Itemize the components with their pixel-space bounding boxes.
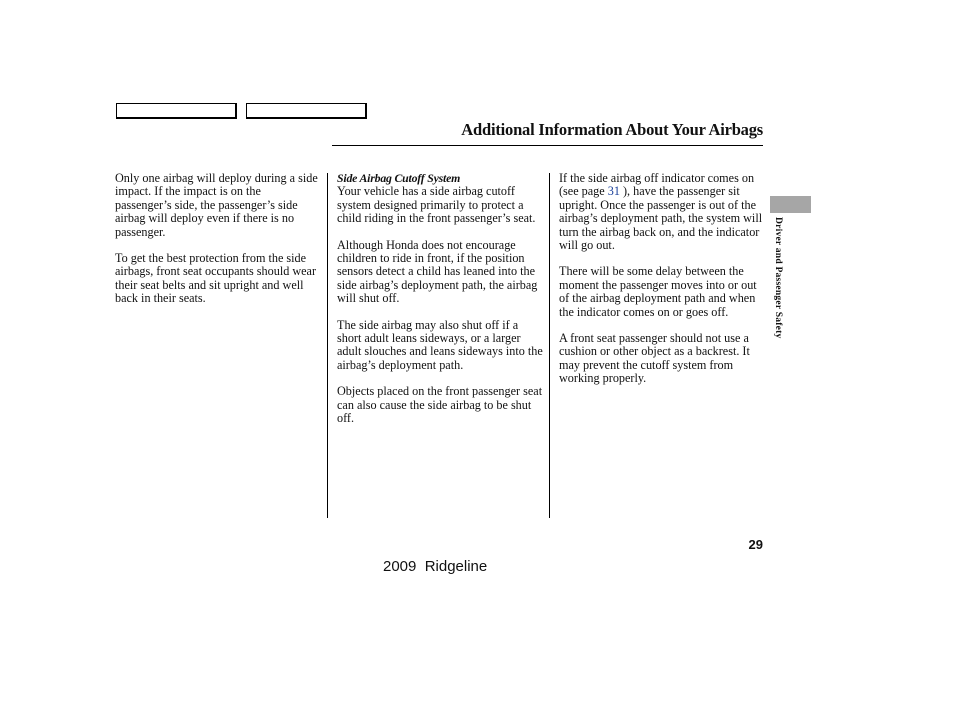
paragraph: Only one airbag will deploy during a side impact. If the impact is on the passenger’s side, the passenger’s side airbag will deploy even if there is no passenger. [115,171,318,239]
section-tab-label: Driver and Passenger Safety [773,217,784,339]
page-reference-link[interactable]: 31 [607,184,620,199]
paragraph: Objects placed on the front passenger seat can also cause the side airbag to be shut off. [337,384,543,426]
title-rule [332,145,763,146]
paragraph: Your vehicle has a side airbag cutoff system designed primarily to protect a child riding in the front passenger’s seat. [337,184,536,226]
paragraph: A front seat passenger should not use a cushion or other object as a backrest. It may prevent the cutoff system from working properly. [559,331,750,386]
text-column-3 [559,172,765,399]
paragraph-text: If the side airbag off indicator comes on (see page [559,171,755,199]
column-divider [549,173,550,518]
paragraph: There will be some delay between the moment the passenger moves into or out of the airbag deployment path and when the indicator comes on or goes off. [559,264,757,319]
page-title: Additional Information About Your Airbags [461,120,763,139]
paragraph: Although Honda does not encourage children to ride in front, if the position sensors detect a child has leaned into the side airbag’s deployment path, the airbag will shut off. [337,237,538,306]
paragraph: To get the best protection from the side airbags, front seat occupants should wear their seat belts and sit upright and well back in their seats. [115,251,317,306]
text-column-2 [337,172,545,439]
paragraph [559,172,765,252]
paragraph: The side airbag may also shut off if a short adult leans sideways, or a larger adult slouches and leans sideways into the airbag’s deployment path. [337,317,543,372]
paragraph-text: ), have the passenger sit upright. Once the passenger is out of the airbag’s deployment path, the system will turn the airbag back on, and the indicator will go out. [559,184,763,253]
next-page-button[interactable] [246,103,367,119]
model-footer: 2009 Ridgeline [383,558,488,575]
section-tab [770,196,811,213]
page-number: 29 [748,537,763,552]
column-divider [327,173,328,518]
previous-page-button[interactable] [116,103,237,119]
section-heading: Side Airbag Cutoff System [337,171,461,185]
text-column-1 [115,172,320,319]
